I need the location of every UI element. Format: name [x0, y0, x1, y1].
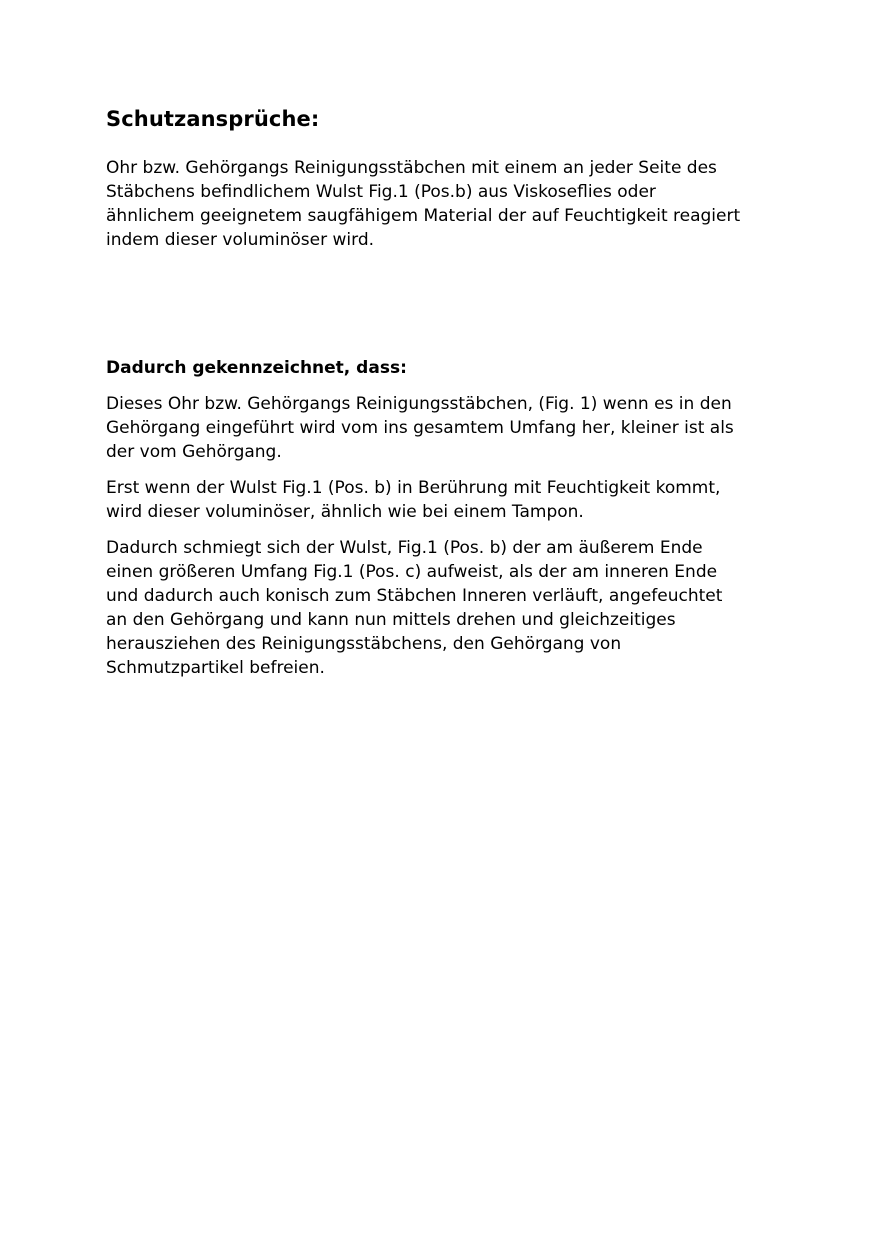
claims-paragraph: Ohr bzw. Gehörgangs Reinigungsstäbchen mit einem an jeder Seite des Stäbchens befindlichem Wulst Fig.1 (Pos.b) aus Viskoseflies oder ähnlichem geeignetem saugfähigem Material der auf Feuchtigkeit reagiert indem dieser voluminöser wird.: [106, 158, 741, 250]
characterized-heading: Dadurch gekennzeichnet, dass:: [106, 358, 407, 378]
claims-heading: Schutzansprüche:: [106, 107, 320, 131]
description-paragraph-3: Dadurch schmiegt sich der Wulst, Fig.1 (Pos. b) der am äußerem Ende einen größeren Umfang Fig.1 (Pos. c) aufweist, als der am inneren Ende und dadurch auch konisch zum Stäbchen Inneren verläuft, angefeuchtet an den Gehörgang und kann nun mittels drehen und gleichzeitiges herausziehen des Reinigungsstäbchens, den Gehörgang von Schmutzpartikel befreien.: [106, 538, 723, 678]
description-paragraph-1: Dieses Ohr bzw. Gehörgangs Reinigungsstäbchen, (Fig. 1) wenn es in den Gehörgang eingeführt wird vom ins gesamtem Umfang her, kleiner ist als der vom Gehörgang.: [106, 394, 734, 462]
section-spacer: [106, 264, 796, 356]
description-paragraph-2: Erst wenn der Wulst Fig.1 (Pos. b) in Berührung mit Feuchtigkeit kommt, wird dieser voluminöser, ähnlich wie bei einem Tampon.: [106, 478, 721, 522]
document-body: [106, 104, 796, 692]
